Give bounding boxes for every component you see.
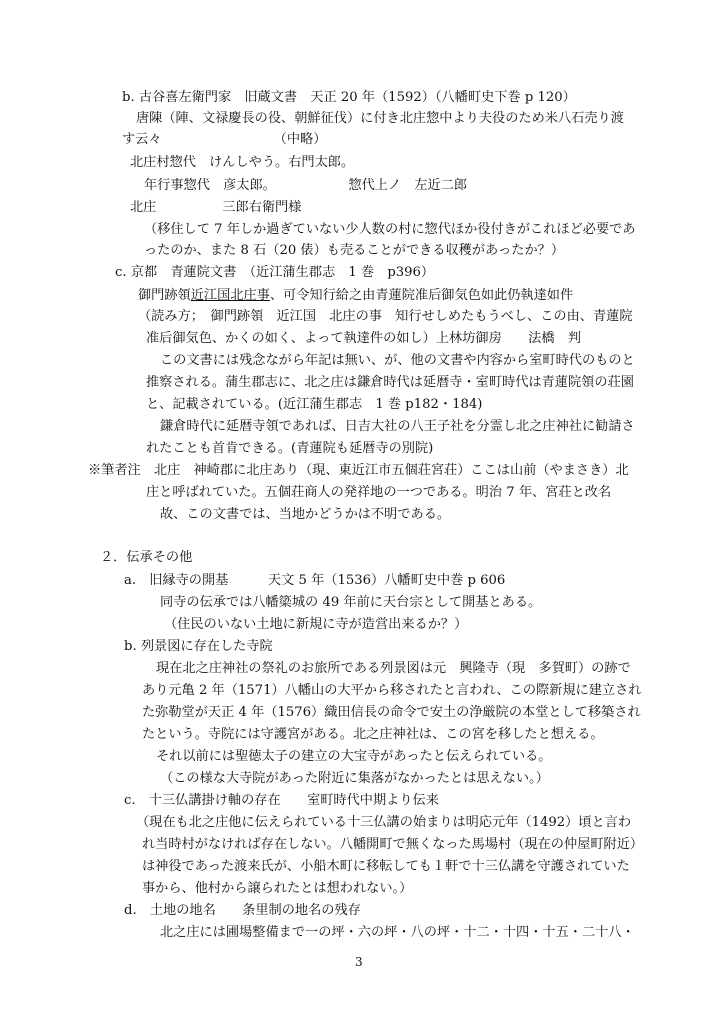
- text-line: 唐陳（陣、文禄慶長の役、朝鮮征伐）に付き北庄惣中より夫役のため米八石売り渡: [136, 111, 624, 126]
- text-line: （移住して 7 年しか過ぎていない少人数の村に惣代ほか役付きがこれほど必要であ: [144, 222, 636, 237]
- text-line: [138, 287, 573, 305]
- text-line: 年行事惣代 彦太郎。 惣代上ノ 左近二郎: [144, 178, 468, 193]
- text-line: と、記載されている。(近江蒲生郡志 1 巻 p182・184): [146, 397, 483, 412]
- page-number: 3: [355, 955, 363, 969]
- text-segment: 、可令知行給之由青蓮院准后御気色如此仍執達如件: [269, 288, 574, 303]
- text-line: （現在も北之庄他に伝えられている十三仏講の始まりは明応元年（1492）頃と言わ: [136, 815, 632, 830]
- text-line: c. 京都 青蓮院文書 （近江蒲生郡志 1 巻 p396）: [115, 265, 435, 280]
- text-line: （読み方； 御門跡領 近江国 北庄の事 知行せしめたもうべし、この由、青蓮院: [138, 309, 633, 324]
- text-line: a. 旧縁寺の開基 天文 5 年（1536）八幡町史中巻 p 606: [124, 573, 506, 588]
- text-line: c. 十三仏講掛け軸の存在 室町時代中期より伝来: [124, 793, 439, 808]
- text-line: （この様な大寺院があった附近に集落がなかったとは思えない。）: [160, 771, 549, 786]
- text-line: 推察される。蒲生郡志に、北之庄は鎌倉時代は延暦寺・室町時代は青蓮院領の荘園: [146, 375, 634, 390]
- text-line: 北之庄には圃場整備まで一の坪・六の坪・八の坪・十二・十四・十五・二十八・: [160, 925, 635, 940]
- text-line: b. 列景図に存在した寺院: [124, 639, 273, 654]
- text-line: 准后御気色、かくの如く、よって執達件の如し）上林坊御房 法橋 判: [146, 331, 581, 346]
- text-line: 現在北之庄神社の祭礼のお旅所である列景図は元 興隆寺（現 多賀町）の跡で: [156, 661, 631, 676]
- text-line: b. 古谷喜左衛門家 旧蔵文書 天正 20 年（1592）（八幡町史下巻 p 120）: [122, 90, 576, 105]
- text-line: 同寺の伝承では八幡簗城の 49 年前に天台宗として開基とある。: [160, 595, 542, 610]
- section-heading: ２．伝承その他: [100, 550, 193, 565]
- text-line: それ以前には聖徳太子の建立の大宝寺があったと伝えられている。: [156, 749, 552, 764]
- underlined-place-name: 近江国北庄事: [190, 288, 270, 303]
- text-line: 庄と呼ばれていた。五個荘商人の発祥地の一つである。明治 7 年、宮荘と改名: [146, 485, 612, 500]
- text-line: す云々 （中略）: [122, 132, 327, 147]
- text-line: ※筆者注 北庄 神崎郡に北庄あり（現、東近江市五個荘宮荘）ここは山前（やまさき）北: [88, 463, 629, 478]
- text-line: れたことも首肯できる。(青蓮院も延暦寺の別院): [146, 441, 434, 456]
- text-line: あり元亀 2 年（1571）八幡山の大平から移されたと言われ、この際新規に建立され: [142, 683, 642, 698]
- text-line: 北庄 三郎右衛門様: [130, 200, 302, 215]
- text-line: 北庄村惣代 けんしやう。右門太郎。: [130, 155, 355, 170]
- text-line: れ当時村がなければ存在しない。八幡開町で無くなった馬場村（現在の仲屋町附近）: [142, 837, 644, 852]
- text-segment: 御門跡領: [138, 288, 191, 303]
- text-line: （住民のいない土地に新規に寺が造営出来るか？）: [164, 617, 468, 632]
- text-line: た弥勒堂が天正 4 年（1576）織田信長の命令で安土の浄厳院の本堂として移築され: [142, 705, 641, 720]
- text-line: 故、この文書では、当地かどうかは不明である。: [160, 507, 451, 522]
- text-line: たという。寺院には守護宮がある。北之庄神社は、この宮を移したと想える。: [142, 727, 604, 742]
- text-line: 事から、他村から譲られたとは想われない。）: [142, 881, 413, 896]
- text-line: ったのか、また 8 石（20 俵）も売ることができる収穫があったか？）: [144, 243, 565, 258]
- text-line: この文書には残念ながら年記は無い、が、他の文書や内容から室町時代のものと: [160, 353, 635, 368]
- text-line: 鎌倉時代に延暦寺領であれば、日吉大社の八王子社を分霊し北之庄神社に勧請さ: [160, 419, 635, 434]
- text-line: は神役であった渡来氏が、小船木町に移転しても１軒で十三仏講を守護されていた: [142, 859, 630, 874]
- text-line: d. 土地の地名 条里制の地名の残存: [124, 903, 361, 918]
